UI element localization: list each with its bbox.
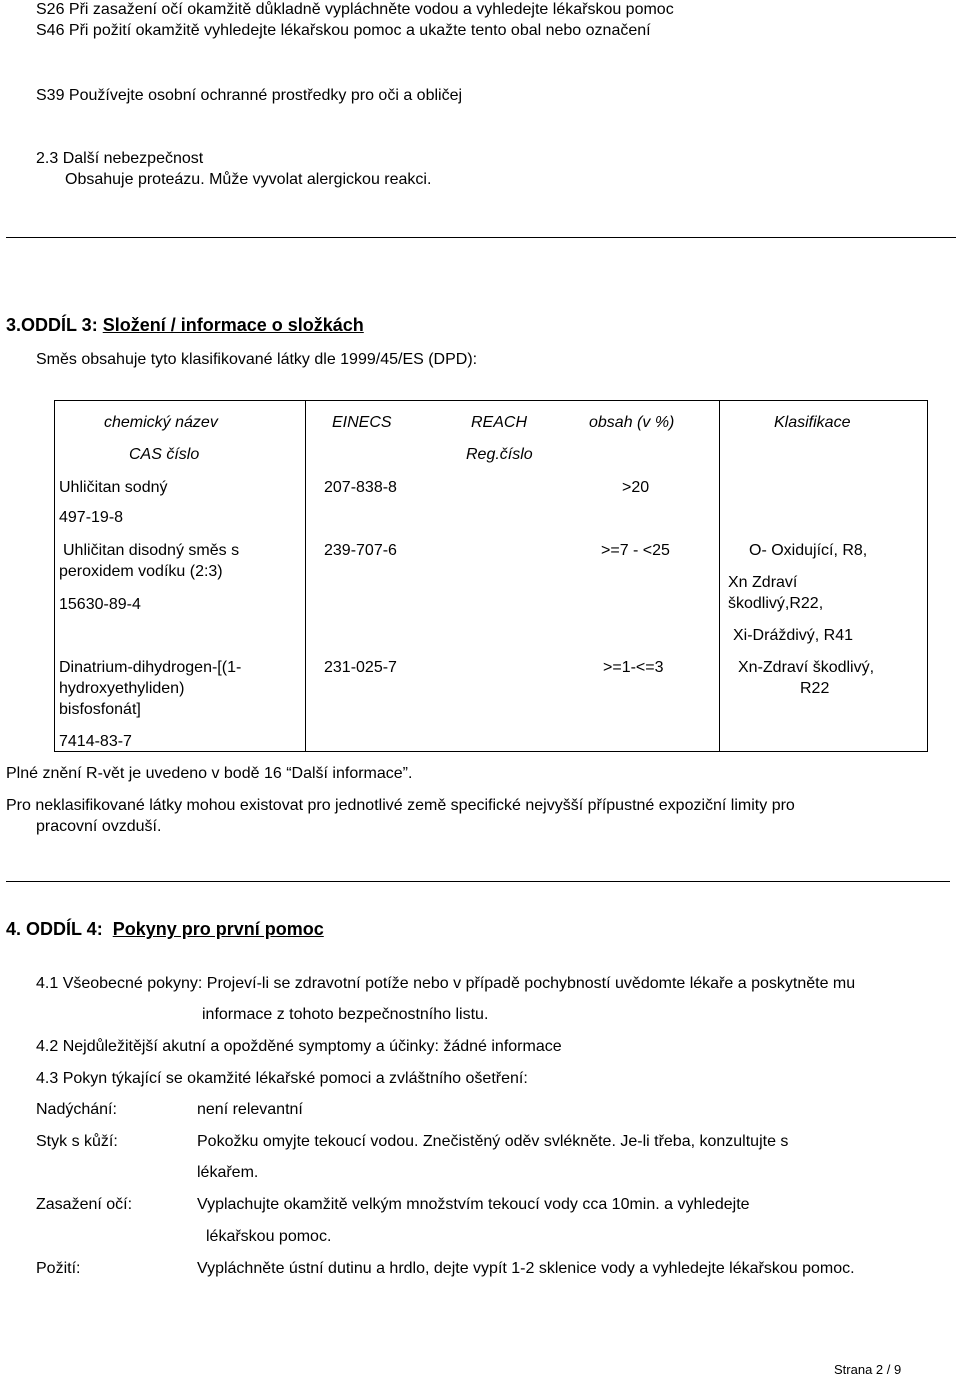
- row2-class-line4: Xi-Dráždivý, R41: [733, 627, 854, 644]
- section-4-heading: [6, 920, 324, 939]
- row2-name-line2: peroxidem vodíku (2:3): [59, 563, 223, 580]
- row3-name-line2: hydroxyethyliden): [59, 680, 185, 697]
- general-instructions-line1: 4.1 Všeobecné pokyny: Projeví-li se zdravotní potíže nebo v případě pochybností uvědomte lékaře a poskytněte mu: [36, 975, 856, 992]
- row2-name-line1: Uhličitan disodný směs s: [63, 542, 240, 559]
- s39-phrase: S39 Používejte osobní ochranné prostředky pro oči a obličej: [36, 87, 463, 104]
- section-4-title: Pokyny pro první pomoc: [112, 919, 324, 939]
- header-reach: REACH: [471, 414, 528, 431]
- row3-name-line3: bisfosfonát]: [59, 701, 141, 718]
- page-number: Strana 2 / 9: [834, 1362, 902, 1377]
- row2-class-line1: O- Oxidující, R8,: [749, 542, 868, 559]
- general-instructions-line2: informace z tohoto bezpečnostního listu.: [202, 1006, 489, 1023]
- section-2-3-title: 2.3 Další nebezpečnost: [36, 150, 204, 167]
- header-cas: CAS číslo: [129, 446, 200, 463]
- divider: [6, 237, 956, 238]
- column-divider: [305, 401, 306, 751]
- ingestion-text: Vypláchněte ústní dutinu a hrdlo, dejte vypít 1-2 sklenice vody a vyhledejte lékařskou pomoc.: [197, 1260, 855, 1277]
- divider: [6, 881, 950, 882]
- s26-phrase: S26 Při zasažení očí okamžitě důkladně vypláchněte vodou a vyhledejte lékařskou pomoc: [36, 1, 674, 18]
- eye-contact-label: Zasažení očí:: [36, 1196, 133, 1213]
- row3-class-line2: R22: [800, 680, 830, 697]
- inhalation-label: Nadýchání:: [36, 1101, 117, 1118]
- column-divider: [719, 401, 720, 751]
- row2-class-line3: škodlivý,R22,: [728, 595, 824, 612]
- header-einecs: EINECS: [332, 414, 392, 431]
- skin-contact-text-line1: Pokožku omyjte tekoucí vodou. Znečistěný oděv svlékněte. Je-li třeba, konzultujte s: [197, 1133, 789, 1150]
- medical-attention-heading: 4.3 Pokyn týkající se okamžité lékařské pomoci a zvláštního ošetření:: [36, 1070, 528, 1087]
- row2-cas: 15630-89-4: [59, 596, 141, 613]
- row3-cas: 7414-83-7: [59, 733, 132, 750]
- eye-contact-text-line1: Vyplachujte okamžitě velkým množstvím tekoucí vody cca 10min. a vyhledejte: [197, 1196, 750, 1213]
- r-phrases-note: Plné znění R-vět je uvedeno v bodě 16 “Další informace”.: [6, 765, 413, 782]
- row3-einecs: 231-025-7: [324, 659, 397, 676]
- section-3-title: Složení / informace o složkách: [102, 315, 364, 335]
- ingestion-label: Požití:: [36, 1260, 81, 1277]
- inhalation-text: není relevantní: [197, 1101, 303, 1118]
- row1-einecs: 207-838-8: [324, 479, 397, 496]
- section-3-number: 3.ODDÍL 3:: [6, 315, 98, 335]
- row1-cas: 497-19-8: [59, 509, 124, 526]
- row2-class-line2: Xn Zdraví: [728, 574, 798, 591]
- s46-phrase: S46 Při požití okamžitě vyhledejte lékařskou pomoc a ukažte tento obal nebo označení: [36, 22, 651, 39]
- skin-contact-label: Styk s kůží:: [36, 1133, 118, 1150]
- header-content: obsah (v %): [589, 414, 675, 431]
- header-name: chemický název: [104, 414, 218, 431]
- row1-content: >20: [622, 479, 650, 496]
- section-3-heading: [6, 316, 364, 335]
- row2-content: >=7 - <25: [601, 542, 670, 559]
- section-3-intro: Směs obsahuje tyto klasifikované látky dle 1999/45/ES (DPD):: [36, 351, 478, 368]
- row3-name-line1: Dinatrium-dihydrogen-[(1-: [59, 659, 242, 676]
- row3-class-line1: Xn-Zdraví škodlivý,: [738, 659, 875, 676]
- row1-name: Uhličitan sodný: [59, 479, 168, 496]
- eye-contact-text-line2: lékařskou pomoc.: [206, 1228, 332, 1245]
- section-4-number: 4. ODDÍL 4:: [6, 919, 103, 939]
- skin-contact-text-line2: lékařem.: [197, 1164, 259, 1181]
- row2-einecs: 239-707-6: [324, 542, 397, 559]
- header-classification: Klasifikace: [774, 414, 851, 431]
- symptoms-paragraph: 4.2 Nejdůležitější akutní a opožděné symptomy a účinky: žádné informace: [36, 1038, 562, 1055]
- exposure-limits-note-line1: Pro neklasifikované látky mohou existovat pro jednotlivé země specifické nejvyšší přípustné expoziční limity pro: [6, 797, 795, 814]
- exposure-limits-note-line2: pracovní ovzduší.: [36, 818, 162, 835]
- row3-content: >=1-<=3: [603, 659, 664, 676]
- section-2-3-text: Obsahuje proteázu. Může vyvolat alergickou reakci.: [65, 171, 432, 188]
- header-reach-reg: Reg.číslo: [466, 446, 533, 463]
